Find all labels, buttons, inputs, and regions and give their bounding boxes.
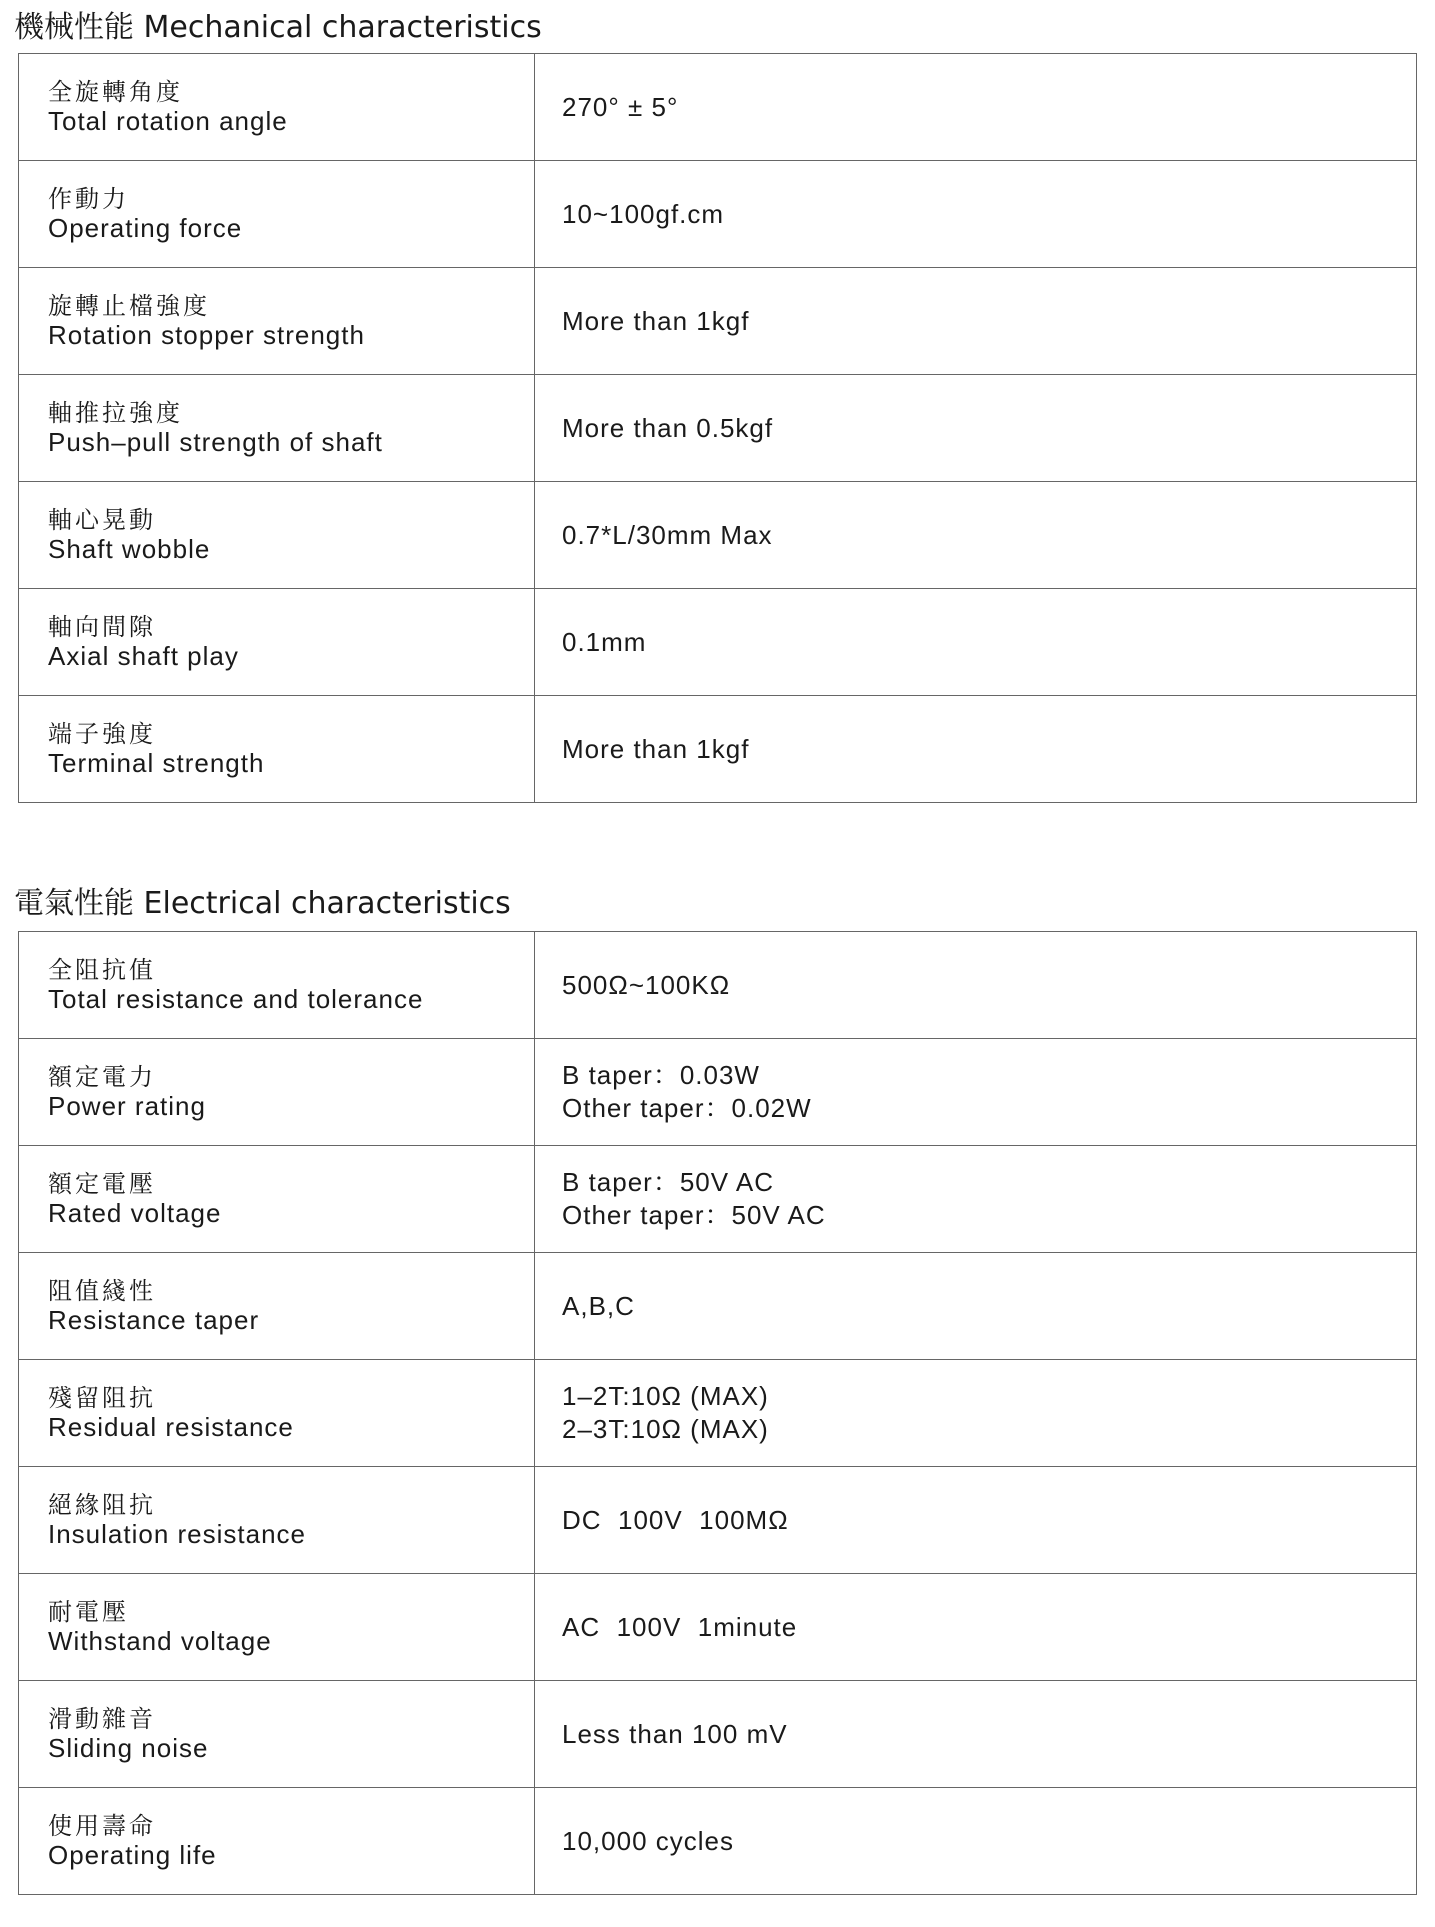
spec-value: 0.1mm [562,626,647,657]
spec-row [19,375,1417,482]
spec-label-cell [19,1360,535,1467]
spec-row [19,268,1417,375]
spec-row [19,482,1417,589]
spec-label-english: Push–pull strength of shaft [48,427,383,457]
mechanical-characteristics-table [18,53,1417,803]
spec-value: More than 0.5kgf [562,412,774,443]
spec-label-cell [19,54,535,161]
spec-row [19,54,1417,161]
spec-label-chinese: 絕緣阻抗 [48,1491,156,1519]
spec-value-cell [535,589,1417,696]
spec-label-english: Shaft wobble [48,534,211,564]
spec-label-cell [19,1574,535,1681]
spec-value: 2–3T:10Ω (MAX) [562,1414,769,1444]
spec-row [19,1360,1417,1467]
spec-label-english: Resistance taper [48,1305,260,1335]
spec-value: 0.7*L/30mm Max [562,519,773,550]
spec-value: Less than 100 mV [562,1718,788,1749]
spec-label-cell [19,1253,535,1360]
spec-row [19,1253,1417,1360]
spec-label-english: Axial shaft play [48,641,239,671]
spec-label-english: Terminal strength [48,748,265,778]
spec-value: B taper：50V AC [562,1167,774,1197]
spec-value-cell [535,1360,1417,1467]
spec-value: 10,000 cycles [562,1825,734,1856]
electrical-characteristics-table [18,931,1417,1895]
spec-value-cell [535,375,1417,482]
spec-value: Other taper：0.02W [562,1093,812,1123]
spec-label-cell [19,161,535,268]
spec-value: More than 1kgf [562,733,750,764]
spec-label-chinese: 滑動雜音 [48,1705,156,1733]
spec-value: AC 100V 1minute [562,1611,798,1642]
spec-label-chinese: 使用壽命 [48,1812,156,1840]
spec-label-chinese: 殘留阻抗 [48,1384,156,1412]
spec-label-english: Operating life [48,1840,217,1870]
spec-row [19,696,1417,803]
spec-label-chinese: 全阻抗值 [48,956,156,984]
spec-row [19,932,1417,1039]
spec-label-chinese: 旋轉止檔強度 [48,292,210,320]
spec-label-english: Withstand voltage [48,1626,272,1656]
spec-label-cell [19,1039,535,1146]
spec-value-cell [535,1681,1417,1788]
spec-value-cell [535,696,1417,803]
spec-row [19,1681,1417,1788]
spec-label-chinese: 端子強度 [48,720,156,748]
spec-label-cell [19,1146,535,1253]
spec-label-cell [19,1681,535,1788]
spec-value: A,B,C [562,1290,635,1321]
spec-row [19,589,1417,696]
spec-label-cell [19,589,535,696]
spec-label-cell [19,932,535,1039]
spec-label-chinese: 軸心晃動 [48,506,156,534]
spec-value-cell [535,482,1417,589]
spec-value-cell [535,932,1417,1039]
spec-label-english: Total rotation angle [48,106,288,136]
spec-value-cell [535,1039,1417,1146]
spec-label-cell [19,268,535,375]
spec-label-english: Total resistance and tolerance [48,984,424,1014]
spec-label-chinese: 額定電壓 [48,1170,156,1198]
spec-value: 270° ± 5° [562,91,679,122]
spec-value-cell [535,54,1417,161]
spec-label-chinese: 耐電壓 [48,1598,129,1626]
spec-label-chinese: 額定電力 [48,1063,156,1091]
spec-label-english: Rotation stopper strength [48,320,365,350]
spec-label-cell [19,1788,535,1895]
spec-label-chinese: 作動力 [48,185,129,213]
mechanical-section-title: 機械性能 Mechanical characteristics [14,10,542,45]
spec-value-cell [535,161,1417,268]
spec-label-english: Residual resistance [48,1412,294,1442]
spec-value: B taper：0.03W [562,1060,760,1090]
electrical-section-title: 電氣性能 Electrical characteristics [14,886,511,921]
spec-label-chinese: 全旋轉角度 [48,78,183,106]
spec-value: Other taper：50V AC [562,1200,826,1230]
spec-label-cell [19,696,535,803]
spec-label-english: Sliding noise [48,1733,209,1763]
spec-row [19,1467,1417,1574]
spec-row [19,1788,1417,1895]
spec-row [19,161,1417,268]
spec-row [19,1574,1417,1681]
spec-value-cell [535,1574,1417,1681]
spec-value: DC 100V 100MΩ [562,1504,789,1535]
spec-row [19,1146,1417,1253]
spec-value: More than 1kgf [562,305,750,336]
spec-value: 1–2T:10Ω (MAX) [562,1381,769,1411]
spec-label-cell [19,375,535,482]
spec-row [19,1039,1417,1146]
spec-label-cell [19,482,535,589]
spec-label-english: Power rating [48,1091,206,1121]
spec-value-cell [535,1253,1417,1360]
spec-value-cell [535,1788,1417,1895]
spec-label-chinese: 阻值綫性 [48,1277,156,1305]
spec-label-english: Insulation resistance [48,1519,307,1549]
spec-value: 500Ω~100KΩ [562,969,731,1000]
spec-label-chinese: 軸向間隙 [48,613,156,641]
spec-label-english: Operating force [48,213,243,243]
spec-value-cell [535,268,1417,375]
spec-label-english: Rated voltage [48,1198,222,1228]
spec-value: 10~100gf.cm [562,198,725,229]
spec-label-cell [19,1467,535,1574]
spec-value-cell [535,1146,1417,1253]
spec-value-cell [535,1467,1417,1574]
spec-label-chinese: 軸推拉強度 [48,399,183,427]
